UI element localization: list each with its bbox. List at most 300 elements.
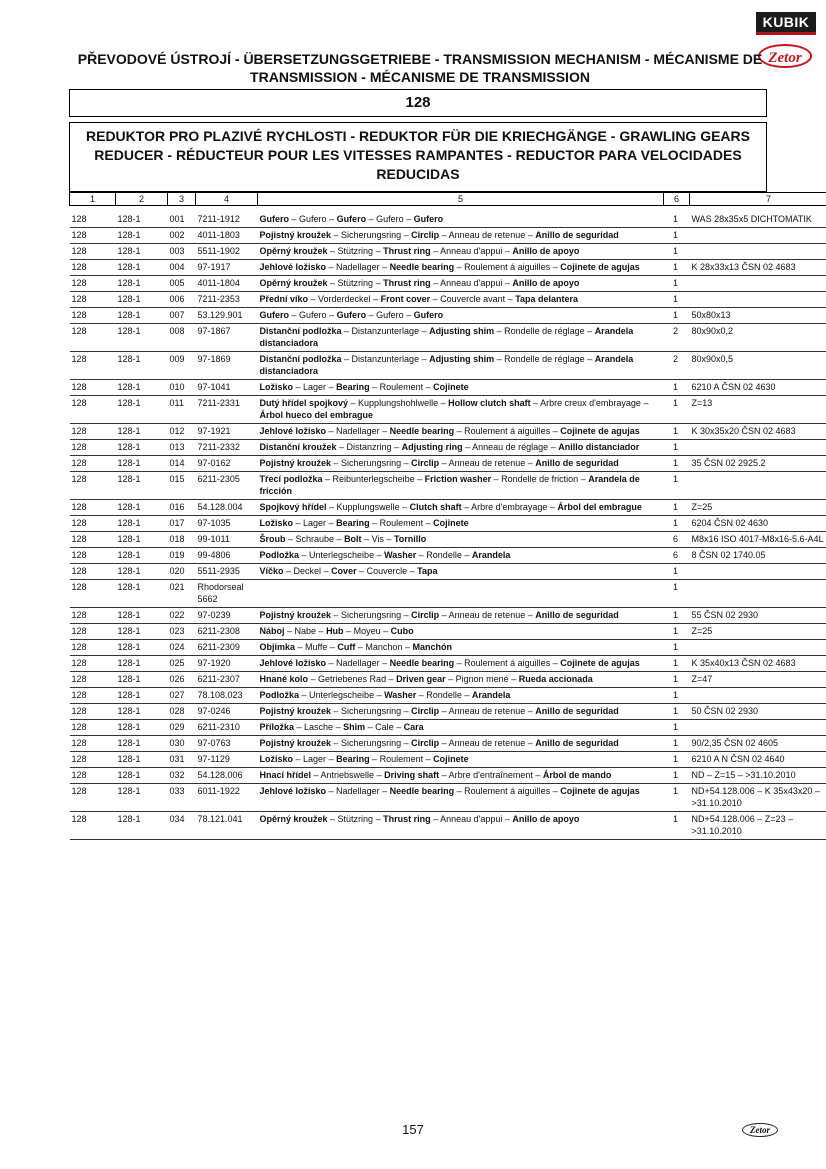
description-en: Adjusting shim <box>429 354 495 364</box>
cell-group: 128 <box>70 548 116 564</box>
zetor-footer-logo: Zetor <box>742 1123 778 1137</box>
cell-part-number: 6211-2305 <box>196 472 258 500</box>
description-de: Sicherungsring <box>341 706 402 716</box>
table-row <box>70 656 826 672</box>
table-row <box>70 532 826 548</box>
description-en: Driving shaft <box>384 770 440 780</box>
table-row <box>70 228 826 244</box>
description-de: Nadellager <box>336 262 380 272</box>
cell-part-number: 7211-2353 <box>196 292 258 308</box>
description-fr: Rondelle <box>426 550 462 560</box>
table-row <box>70 260 826 276</box>
cell-quantity: 1 <box>664 472 690 500</box>
cell-part-number: 7211-2332 <box>196 440 258 456</box>
description-en: Bearing <box>336 382 370 392</box>
cell-note: 80x90x0,2 <box>690 324 826 352</box>
cell-part-number: 97-1920 <box>196 656 258 672</box>
table-row <box>70 244 826 260</box>
table-row <box>70 640 826 656</box>
cell-position: 024 <box>168 640 196 656</box>
cell-description: Ložisko – Lager – Bearing – Roulement – Cojinete <box>258 752 664 768</box>
description-de: Stützring <box>337 278 374 288</box>
cell-description: Pojistný kroužek – Sicherungsring – Circlip – Anneau de retenue – Anillo de seguridad <box>258 736 664 752</box>
cell-group: 128 <box>70 768 116 784</box>
description-fr: Rondelle de réglage <box>504 354 585 364</box>
cell-position: 002 <box>168 228 196 244</box>
description-en: Clutch shaft <box>409 502 462 512</box>
description-fr: Roulement á aiguilles <box>464 786 551 796</box>
cell-subgroup: 128-1 <box>116 228 168 244</box>
cell-subgroup: 128-1 <box>116 292 168 308</box>
cell-note: 35 ČSN 02 2925.2 <box>690 456 826 472</box>
cell-subgroup: 128-1 <box>116 456 168 472</box>
description-cz: Gufero <box>259 310 290 320</box>
cell-note: 6210 A ČSN 02 4630 <box>690 380 826 396</box>
description-cz: Přední víko <box>259 294 309 304</box>
description-fr: Rondelle de réglage <box>504 326 585 336</box>
column-header: 4 <box>196 193 258 206</box>
description-cz: Objímka <box>259 642 296 652</box>
cell-position: 006 <box>168 292 196 308</box>
cell-part-number: 6211-2308 <box>196 624 258 640</box>
cell-subgroup: 128-1 <box>116 704 168 720</box>
cell-position: 018 <box>168 532 196 548</box>
description-fr: Anneau d'appui <box>440 278 503 288</box>
cell-quantity: 1 <box>664 580 690 608</box>
cell-group: 128 <box>70 380 116 396</box>
cell-part-number: 97-1869 <box>196 352 258 380</box>
cell-group: 128 <box>70 396 116 424</box>
description-en: Circlip <box>411 706 440 716</box>
cell-note: M8x16 ISO 4017-M8x16-5.6-A4L <box>690 532 826 548</box>
description-fr: Anneau d'appui <box>440 246 503 256</box>
kubik-logo: KUBIK <box>756 12 816 35</box>
description-cz: Opěrný kroužek <box>259 246 328 256</box>
cell-position: 034 <box>168 812 196 840</box>
cell-position: 025 <box>168 656 196 672</box>
cell-subgroup: 128-1 <box>116 656 168 672</box>
description-es: Rueda accionada <box>518 674 593 684</box>
cell-note: 90/2,35 ČSN 02 4605 <box>690 736 826 752</box>
table-row <box>70 308 826 324</box>
description-fr: Rondelle <box>426 690 462 700</box>
description-fr: Roulement á aiguilles <box>464 426 551 436</box>
cell-description: Objímka – Muffe – Cuff – Manchon – Manchón <box>258 640 664 656</box>
description-fr: Gufero <box>376 310 404 320</box>
cell-position: 030 <box>168 736 196 752</box>
description-de: Unterlegscheibe <box>309 550 375 560</box>
cell-position: 023 <box>168 624 196 640</box>
cell-description: Příložka – Lasche – Shim – Cale – Cara <box>258 720 664 736</box>
description-es: Cojinete <box>433 518 469 528</box>
cell-description: Podložka – Unterlegscheibe – Washer – Rondelle – Arandela <box>258 688 664 704</box>
cell-position: 016 <box>168 500 196 516</box>
cell-description: Pojistný kroužek – Sicherungsring – Circlip – Anneau de retenue – Anillo de seguridad <box>258 228 664 244</box>
cell-quantity: 1 <box>664 380 690 396</box>
description-fr: Arbre d'entraînement <box>448 770 533 780</box>
cell-description: Pojistný kroužek – Sicherungsring – Circlip – Anneau de retenue – Anillo de seguridad <box>258 608 664 624</box>
cell-quantity: 1 <box>664 260 690 276</box>
cell-quantity: 1 <box>664 206 690 228</box>
cell-part-number: 6211-2310 <box>196 720 258 736</box>
description-cz: Pojistný kroužek <box>259 738 332 748</box>
description-de: Nabe <box>294 626 317 636</box>
cell-note <box>690 276 826 292</box>
description-de: Gufero <box>299 310 327 320</box>
description-cz: Podložka <box>259 550 300 560</box>
description-es: Anillo distanciador <box>558 442 640 452</box>
cell-description: Opěrný kroužek – Stützring – Thrust ring – Anneau d'appui – Anillo de apoyo <box>258 812 664 840</box>
cell-note: 50 ČSN 02 2930 <box>690 704 826 720</box>
cell-description: Jehlové ložisko – Nadellager – Needle bearing – Roulement á aiguilles – Cojinete de agujas <box>258 656 664 672</box>
cell-note: ND+54.128.006 – Z=23 – >31.10.2010 <box>690 812 826 840</box>
description-fr: Anneau de retenue <box>448 738 526 748</box>
cell-quantity: 1 <box>664 244 690 260</box>
cell-subgroup: 128-1 <box>116 624 168 640</box>
cell-note: WAS 28x35x5 DICHTOMATIK <box>690 206 826 228</box>
cell-part-number: 7211-1912 <box>196 206 258 228</box>
title-line-2: TRANSMISSION - MÉCANISME DE TRANSMISSION <box>250 69 590 85</box>
cell-group: 128 <box>70 580 116 608</box>
description-es: Cojinete de agujas <box>560 262 640 272</box>
cell-note: K 30x35x20 ČSN 02 4683 <box>690 424 826 440</box>
cell-subgroup: 128-1 <box>116 516 168 532</box>
cell-description: Náboj – Nabe – Hub – Moyeu – Cubo <box>258 624 664 640</box>
description-cz: Náboj <box>259 626 285 636</box>
cell-subgroup: 128-1 <box>116 424 168 440</box>
description-es: Anillo de seguridad <box>535 610 619 620</box>
cell-description: Jehlové ložisko – Nadellager – Needle bearing – Roulement á aiguilles – Cojinete de agujas <box>258 260 664 276</box>
description-es: Anillo de apoyo <box>512 246 580 256</box>
cell-subgroup: 128-1 <box>116 532 168 548</box>
description-en: Friction washer <box>424 474 492 484</box>
cell-part-number: 54.128.004 <box>196 500 258 516</box>
description-de: Kupplungshohlwelle <box>358 398 439 408</box>
description-fr: Anneau de retenue <box>448 458 526 468</box>
cell-quantity: 1 <box>664 624 690 640</box>
description-en: Adjusting ring <box>401 442 463 452</box>
description-fr: Anneau d'appui <box>440 814 503 824</box>
cell-note: ND – Z=15 – >31.10.2010 <box>690 768 826 784</box>
description-cz: Ložisko <box>259 382 294 392</box>
cell-group: 128 <box>70 532 116 548</box>
description-es: Anillo de apoyo <box>512 814 580 824</box>
cell-note: Z=47 <box>690 672 826 688</box>
cell-group: 128 <box>70 292 116 308</box>
description-en: Circlip <box>411 610 440 620</box>
description-de: Lager <box>303 754 327 764</box>
description-es: Cojinete de agujas <box>560 786 640 796</box>
cell-quantity: 6 <box>664 532 690 548</box>
cell-subgroup: 128-1 <box>116 580 168 608</box>
description-cz: Šroub <box>259 534 286 544</box>
description-en: Cuff <box>337 642 356 652</box>
table-row <box>70 472 826 500</box>
cell-group: 128 <box>70 472 116 500</box>
cell-position: 011 <box>168 396 196 424</box>
description-fr: Rondelle de friction <box>501 474 579 484</box>
cell-part-number: 97-0162 <box>196 456 258 472</box>
cell-description: Spojkový hřídel – Kupplungswelle – Clutch shaft – Arbre d'embrayage – Árbol del embrague <box>258 500 664 516</box>
cell-part-number: 97-0246 <box>196 704 258 720</box>
cell-note: 50x80x13 <box>690 308 826 324</box>
description-cz: Pojistný kroužek <box>259 458 332 468</box>
description-de: Distanzunterlage <box>351 326 420 336</box>
description-en: Bearing <box>336 518 370 528</box>
description-es: Anillo de seguridad <box>535 738 619 748</box>
cell-subgroup: 128-1 <box>116 308 168 324</box>
cell-position: 004 <box>168 260 196 276</box>
description-en: Shim <box>343 722 366 732</box>
page-title <box>70 50 770 86</box>
cell-description: Jehlové ložisko – Nadellager – Needle bearing – Roulement á aiguilles – Cojinete de agujas <box>258 784 664 812</box>
cell-quantity: 1 <box>664 308 690 324</box>
cell-note <box>690 564 826 580</box>
cell-group: 128 <box>70 276 116 292</box>
cell-group: 128 <box>70 206 116 228</box>
group-number-box: 128 <box>69 89 767 117</box>
description-en: Circlip <box>411 738 440 748</box>
parts-table-body <box>70 206 826 840</box>
table-row <box>70 352 826 380</box>
column-header: 7 <box>690 193 826 206</box>
cell-part-number: 6211-2309 <box>196 640 258 656</box>
description-cz: Jehlové ložisko <box>259 658 327 668</box>
cell-part-number: 97-1917 <box>196 260 258 276</box>
cell-part-number: 97-1921 <box>196 424 258 440</box>
cell-group: 128 <box>70 424 116 440</box>
cell-note: 6210 A N ČSN 02 4640 <box>690 752 826 768</box>
cell-quantity: 1 <box>664 292 690 308</box>
cell-quantity: 1 <box>664 688 690 704</box>
description-cz: Ložisko <box>259 518 294 528</box>
cell-note <box>690 472 826 500</box>
description-de: Reibunterlegscheibe <box>332 474 415 484</box>
cell-position: 008 <box>168 324 196 352</box>
cell-quantity: 2 <box>664 324 690 352</box>
description-fr: Arbre creux d'embrayage <box>540 398 641 408</box>
cell-note <box>690 720 826 736</box>
cell-note <box>690 440 826 456</box>
cell-group: 128 <box>70 324 116 352</box>
cell-part-number: 7211-2331 <box>196 396 258 424</box>
description-en: Gufero <box>336 310 367 320</box>
cell-part-number: 97-0763 <box>196 736 258 752</box>
cell-group: 128 <box>70 736 116 752</box>
cell-group: 128 <box>70 228 116 244</box>
cell-subgroup: 128-1 <box>116 812 168 840</box>
cell-quantity: 1 <box>664 768 690 784</box>
cell-position: 009 <box>168 352 196 380</box>
cell-subgroup: 128-1 <box>116 500 168 516</box>
description-cz: Víčko <box>259 566 284 576</box>
cell-subgroup: 128-1 <box>116 564 168 580</box>
cell-position: 010 <box>168 380 196 396</box>
cell-description: Třecí podložka – Reibunterlegscheibe – Friction washer – Rondelle de friction – Arandela de fricción <box>258 472 664 500</box>
description-de: Distanzunterlage <box>351 354 420 364</box>
description-fr: Roulement <box>379 382 424 392</box>
table-row <box>70 672 826 688</box>
table-row <box>70 624 826 640</box>
cell-note <box>690 228 826 244</box>
table-row <box>70 206 826 228</box>
cell-note: Z=13 <box>690 396 826 424</box>
description-de: Sicherungsring <box>341 458 402 468</box>
cell-note <box>690 640 826 656</box>
cell-note: Z=25 <box>690 500 826 516</box>
cell-note: ND+54.128.006 – K 35x43x20 – >31.10.2010 <box>690 784 826 812</box>
cell-subgroup: 128-1 <box>116 396 168 424</box>
description-cz: Opěrný kroužek <box>259 278 328 288</box>
description-fr: Manchon <box>365 642 403 652</box>
cell-description: Víčko – Deckel – Cover – Couvercle – Tapa <box>258 564 664 580</box>
cell-group: 128 <box>70 244 116 260</box>
cell-quantity: 1 <box>664 500 690 516</box>
cell-note <box>690 580 826 608</box>
cell-position: 013 <box>168 440 196 456</box>
cell-description: Pojistný kroužek – Sicherungsring – Circlip – Anneau de retenue – Anillo de seguridad <box>258 704 664 720</box>
cell-subgroup: 128-1 <box>116 244 168 260</box>
cell-note <box>690 688 826 704</box>
description-cz: Jehlové ložisko <box>259 262 327 272</box>
cell-group: 128 <box>70 308 116 324</box>
cell-description: Přední víko – Vorderdeckel – Front cover – Couvercle avant – Tapa delantera <box>258 292 664 308</box>
cell-group: 128 <box>70 608 116 624</box>
cell-description: Distanční podložka – Distanzunterlage – Adjusting shim – Rondelle de réglage – Arandela distanciadora <box>258 352 664 380</box>
description-fr: Couvercle avant <box>440 294 506 304</box>
description-de: Lasche <box>304 722 334 732</box>
description-es: Cojinete de agujas <box>560 426 640 436</box>
cell-description: Opěrný kroužek – Stützring – Thrust ring – Anneau d'appui – Anillo de apoyo <box>258 276 664 292</box>
cell-part-number: 6011-1922 <box>196 784 258 812</box>
cell-subgroup: 128-1 <box>116 324 168 352</box>
cell-subgroup: 128-1 <box>116 784 168 812</box>
description-en: Bearing <box>336 754 370 764</box>
cell-group: 128 <box>70 640 116 656</box>
description-es: Anillo de seguridad <box>535 706 619 716</box>
description-es: Tapa <box>417 566 438 576</box>
table-row <box>70 380 826 396</box>
cell-description: Gufero – Gufero – Gufero – Gufero – Gufero <box>258 206 664 228</box>
table-row <box>70 580 826 608</box>
cell-part-number: 97-1867 <box>196 324 258 352</box>
description-en: Needle bearing <box>389 262 455 272</box>
table-row <box>70 424 826 440</box>
column-header-row <box>70 193 826 206</box>
description-es: Anillo de seguridad <box>535 230 619 240</box>
description-fr: Arbre d'embrayage <box>471 502 548 512</box>
cell-description: Hnací hřídel – Antriebswelle – Driving shaft – Arbre d'entraînement – Árbol de mando <box>258 768 664 784</box>
description-en: Driven gear <box>396 674 446 684</box>
cell-quantity: 1 <box>664 608 690 624</box>
cell-quantity: 1 <box>664 564 690 580</box>
cell-group: 128 <box>70 624 116 640</box>
cell-subgroup: 128-1 <box>116 206 168 228</box>
cell-note: 55 ČSN 02 2930 <box>690 608 826 624</box>
cell-position: 032 <box>168 768 196 784</box>
cell-quantity: 1 <box>664 784 690 812</box>
cell-group: 128 <box>70 720 116 736</box>
description-de: Lager <box>303 518 327 528</box>
description-cz: Opěrný kroužek <box>259 814 328 824</box>
description-de: Gufero <box>299 214 327 224</box>
cell-note: 80x90x0,5 <box>690 352 826 380</box>
cell-position: 027 <box>168 688 196 704</box>
cell-description <box>258 580 664 608</box>
table-row <box>70 276 826 292</box>
cell-position: 029 <box>168 720 196 736</box>
table-row <box>70 704 826 720</box>
description-cz: Distanční kroužek <box>259 442 337 452</box>
table-row <box>70 812 826 840</box>
description-de: Unterlegscheibe <box>309 690 375 700</box>
description-en: Washer <box>384 550 417 560</box>
description-cz: Gufero <box>259 214 290 224</box>
description-es: Gufero <box>413 214 444 224</box>
cell-description: Jehlové ložisko – Nadellager – Needle bearing – Roulement á aiguilles – Cojinete de agujas <box>258 424 664 440</box>
table-row <box>70 548 826 564</box>
cell-position: 014 <box>168 456 196 472</box>
cell-group: 128 <box>70 812 116 840</box>
cell-quantity: 1 <box>664 720 690 736</box>
cell-description: Hnané kolo – Getriebenes Rad – Driven gear – Pignon mené – Rueda accionada <box>258 672 664 688</box>
cell-quantity: 1 <box>664 736 690 752</box>
description-de: Schraube <box>295 534 335 544</box>
cell-subgroup: 128-1 <box>116 276 168 292</box>
table-row <box>70 500 826 516</box>
cell-group: 128 <box>70 516 116 532</box>
description-es: Cojinete <box>433 382 469 392</box>
cell-subgroup: 128-1 <box>116 260 168 276</box>
cell-position: 007 <box>168 308 196 324</box>
cell-note <box>690 244 826 260</box>
cell-group: 128 <box>70 784 116 812</box>
cell-group: 128 <box>70 688 116 704</box>
description-de: Stützring <box>337 814 374 824</box>
table-row <box>70 688 826 704</box>
cell-position: 031 <box>168 752 196 768</box>
page-number: 157 <box>402 1122 424 1137</box>
cell-part-number: 97-0239 <box>196 608 258 624</box>
description-de: Muffe <box>305 642 328 652</box>
cell-note: Z=25 <box>690 624 826 640</box>
cell-quantity: 1 <box>664 276 690 292</box>
cell-part-number: 4011-1803 <box>196 228 258 244</box>
zetor-logo: Zetor <box>758 44 812 68</box>
description-fr: Anneau de retenue <box>448 230 526 240</box>
description-en: Needle bearing <box>389 426 455 436</box>
cell-position: 001 <box>168 206 196 228</box>
description-de: Sicherungsring <box>341 738 402 748</box>
description-en: Thrust ring <box>383 278 431 288</box>
description-de: Lager <box>303 382 327 392</box>
cell-subgroup: 128-1 <box>116 440 168 456</box>
description-es: Manchón <box>412 642 452 652</box>
description-cz: Podložka <box>259 690 300 700</box>
description-es: Arandela distanciadora <box>259 354 634 376</box>
table-row <box>70 564 826 580</box>
cell-part-number: 97-1041 <box>196 380 258 396</box>
cell-part-number: 5511-2935 <box>196 564 258 580</box>
cell-quantity: 1 <box>664 640 690 656</box>
cell-subgroup: 128-1 <box>116 672 168 688</box>
cell-description: Pojistný kroužek – Sicherungsring – Circlip – Anneau de retenue – Anillo de seguridad <box>258 456 664 472</box>
table-row <box>70 784 826 812</box>
description-es: Árbol hueco del embrague <box>259 410 374 420</box>
column-header: 1 <box>70 193 116 206</box>
table-row <box>70 440 826 456</box>
table-row <box>70 396 826 424</box>
